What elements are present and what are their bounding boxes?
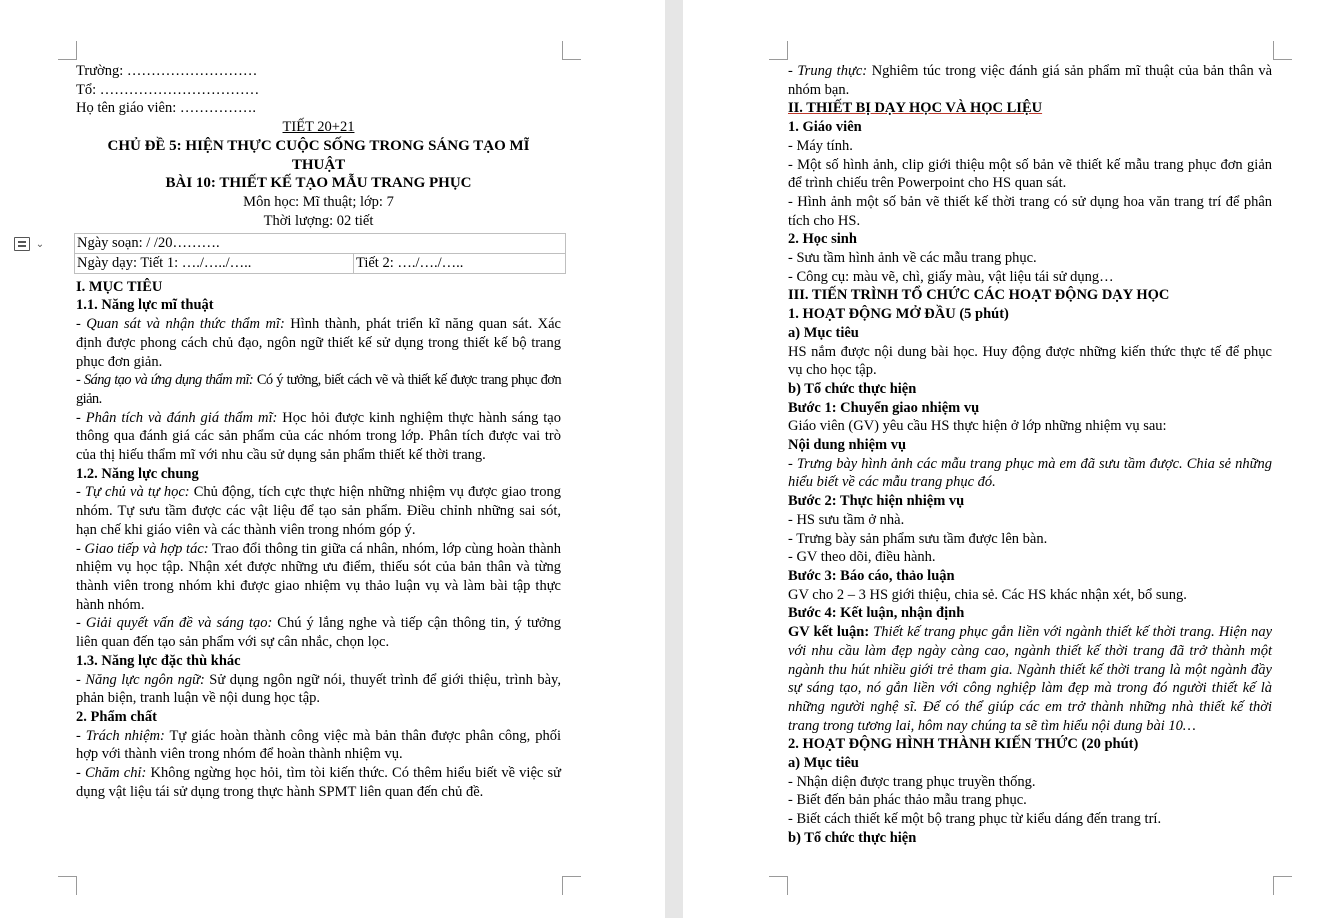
- paragraph-options-button[interactable]: [6, 231, 52, 257]
- list-item: - Biết cách thiết kế một bộ trang phục từ kiểu dáng đến trang trí.: [788, 811, 1162, 828]
- step-heading: Bước 4: Kết luận, nhận định: [788, 605, 965, 622]
- subsection-heading: a) Mục tiêu: [788, 324, 859, 341]
- list-item: - Máy tính.: [788, 137, 853, 154]
- crop-mark: [1273, 876, 1292, 895]
- list-item: - Biết đến bản phác thảo mẫu trang phục.: [788, 792, 1027, 809]
- list-item: - GV theo dõi, điều hành.: [788, 549, 936, 566]
- list-icon: [14, 237, 30, 251]
- crop-mark: [769, 41, 788, 60]
- step-heading: Bước 1: Chuyển giao nhiệm vụ: [788, 399, 980, 416]
- header-group: Tổ: ……………………………: [76, 81, 260, 98]
- list-item: - Sưu tầm hình ảnh về các mẫu trang phục.: [788, 250, 1037, 267]
- list-item: - Hình ảnh một số bản vẽ thiết kế thời trang có sử dụng hoa văn trang trí để phân tích cho HS.: [788, 193, 1272, 229]
- subsection-heading: 1.2. Năng lực chung: [76, 465, 199, 482]
- subsection-heading: 2. Phẩm chất: [76, 708, 157, 725]
- period-title: TIẾT 20+21: [282, 119, 355, 136]
- teach-date-1: Ngày dạy: Tiết 1: …./…../…..: [75, 254, 354, 274]
- paragraph: - Quan sát và nhận thức thẩm mĩ: Hình thành, phát triển kĩ năng quan sát. Xác định được phong cách chủ đạo, ngôn ngữ thiết kế sử dụng trong thiết kế bộ trang phục đơn giản.: [76, 316, 561, 370]
- subsection-heading: 1.3. Năng lực đặc thù khác: [76, 652, 241, 669]
- list-item: - Trưng bày sản phẩm sưu tầm được lên bàn.: [788, 530, 1048, 547]
- subsection-heading: a) Mục tiêu: [788, 755, 859, 772]
- crop-mark: [769, 876, 788, 895]
- section-heading: I. MỤC TIÊU: [76, 278, 163, 295]
- subsection-heading: b) Tổ chức thực hiện: [788, 829, 917, 846]
- date-table: [74, 233, 566, 273]
- duration-line: Thời lượng: 02 tiết: [263, 212, 374, 229]
- teach-date-2: Tiết 2: …./…./…..: [354, 254, 566, 274]
- list-item: - HS sưu tầm ở nhà.: [788, 511, 905, 528]
- header-teacher: Họ tên giáo viên: …………….: [76, 100, 257, 117]
- prep-date: Ngày soạn: / /20……….: [75, 234, 566, 254]
- paragraph: - Trách nhiệm: Tự giác hoàn thành công việc mà bản thân được phân công, phối hợp với thành viên trong nhóm để hoàn thành nhiệm vụ.: [76, 727, 561, 763]
- paragraph: - Tự chủ và tự học: Chủ động, tích cực thực hiện những nhiệm vụ được giao trong nhóm. Tự sưu tầm được các vật liệu để tạo sản phẩm. Điều chỉnh những sai sót, hạn chế khi giáo viên và các thành viên trong nhóm góp ý.: [76, 484, 561, 538]
- section-heading: III. TIẾN TRÌNH TỔ CHỨC CÁC HOẠT ĐỘNG DẠY HỌC: [788, 287, 1170, 304]
- activity-heading: 2. HOẠT ĐỘNG HÌNH THÀNH KIẾN THỨC (20 phút): [788, 736, 1139, 753]
- chevron-down-icon: ⌄: [35, 238, 45, 250]
- header-school: Trường: ………………………: [76, 63, 258, 79]
- paragraph: GV cho 2 – 3 HS giới thiệu, chia sẻ. Các HS khác nhận xét, bổ sung.: [788, 586, 1187, 603]
- paragraph: - Giao tiếp và hợp tác: Trao đổi thông tin giữa cá nhân, nhóm, lớp cùng hoàn thành nhiệm vụ học tập. Nhận xét được những ưu điểm, thiếu sót của bản thân và từng thành viên trong nhóm khi được giao nhiệm vụ thảo luận vụ và làm bài tập thực hành nhóm.: [76, 540, 562, 613]
- subsection-heading: 1. Giáo viên: [788, 119, 862, 136]
- paragraph: - Chăm chỉ: Không ngừng học hỏi, tìm tòi kiến thức. Có thêm hiểu biết về việc sử dụng vật liệu tái sử dụng trong thực hành SPMT liên quan đến chủ đề.: [76, 765, 561, 800]
- list-item: - Một số hình ảnh, clip giới thiệu một số bản vẽ thiết kế mẫu trang phục đơn giản để trình chiếu trên Powerpoint cho HS quan sát.: [788, 156, 1272, 192]
- crop-mark: [562, 876, 581, 895]
- subject-line: Môn học: Mĩ thuật; lớp: 7: [243, 193, 394, 210]
- paragraph: - Sáng tạo và ứng dụng thẩm mĩ: Có ý tưởng, biết cách vẽ và thiết kế được trang phục đơn giản.: [76, 372, 561, 407]
- section-heading: II. THIẾT BỊ DẠY HỌC VÀ HỌC LIỆU: [788, 100, 1043, 117]
- lesson-title: BÀI 10: THIẾT KẾ TẠO MẪU TRANG PHỤC: [165, 175, 472, 192]
- paragraph: Giáo viên (GV) yêu cầu HS thực hiện ở lớp những nhiệm vụ sau:: [788, 418, 1167, 435]
- paragraph: - Phân tích và đánh giá thẩm mĩ: Học hỏi được kinh nghiệm thực hành sáng tạo thông qua đánh giá các sản phẩm của các nhóm trong lớp. Phân tích được vai trò của thị hiếu thẩm mĩ với nhu cầu sử dụng sản phẩm thiết kế thời trang.: [76, 409, 561, 464]
- subsection-heading: 1.1. Năng lực mĩ thuật: [76, 297, 214, 314]
- task-heading: Nội dung nhiệm vụ: [788, 437, 907, 454]
- crop-mark: [562, 41, 581, 60]
- paragraph: - Trưng bày hình ảnh các mẫu trang phục mà em đã sưu tầm được. Chia sẻ những hiểu biết về các mẫu trang phục đó.: [788, 455, 1272, 491]
- step-heading: Bước 3: Báo cáo, thảo luận: [788, 567, 955, 584]
- crop-mark: [1273, 41, 1292, 60]
- left-page-content: [76, 62, 561, 801]
- crop-mark: [58, 41, 77, 60]
- list-item: - Nhận diện được trang phục truyền thống.: [788, 773, 1036, 790]
- topic-title-cont: THUẬT: [291, 156, 346, 173]
- subsection-heading: 2. Học sinh: [788, 231, 857, 248]
- activity-heading: 1. HOẠT ĐỘNG MỞ ĐẦU (5 phút): [788, 306, 1009, 323]
- subsection-heading: b) Tổ chức thực hiện: [788, 380, 917, 397]
- paragraph: - Trung thực: Nghiêm túc trong việc đánh giá sản phẩm mĩ thuật của bản thân và nhóm bạn.: [788, 63, 1273, 98]
- paragraph: HS nắm được nội dung bài học. Huy động được những kiến thức thực tế để phục vụ cho học tập.: [788, 343, 1272, 379]
- list-item: - Công cụ: màu vẽ, chì, giấy màu, vật liệu tái sử dụng…: [788, 268, 1114, 285]
- paragraph: - Giải quyết vấn đề và sáng tạo: Chú ý lắng nghe và tiếp cận thông tin, ý tưởng liên quan đến tạo sản phẩm với sự cân nhắc, chọn lọc.: [76, 615, 561, 651]
- right-page-content: [788, 62, 1272, 848]
- crop-mark: [58, 876, 77, 895]
- paragraph: GV kết luận: Thiết kế trang phục gắn liền với ngành thiết kế thời trang. Hiện nay với nhu cầu làm đẹp ngày càng cao, ngành thiết kế thời trang đã trở thành một ngành thu hút nhiều giới trẻ tham gia. Ngành thiết kế thời trang là một ngành đầy sự sáng tạo, nó gắn liền với công nghiệp làm đẹp mà trong đó người thiết kế là những người nghệ sĩ. Để có thể giúp các em trở thành những nhà thiết kế thời trang trong tương lai, hôm nay chúng ta sẽ tìm hiểu nội dung bài 10…: [788, 624, 1272, 734]
- topic-title: CHỦ ĐỀ 5: HIỆN THỰC CUỘC SỐNG TRONG SÁNG TẠO MĨ: [107, 137, 530, 154]
- step-heading: Bước 2: Thực hiện nhiệm vụ: [788, 493, 965, 510]
- paragraph: - Năng lực ngôn ngữ: Sử dụng ngôn ngữ nói, thuyết trình để giới thiệu, trình bày, phản biện, tranh luận về nội dung học tập.: [76, 671, 561, 707]
